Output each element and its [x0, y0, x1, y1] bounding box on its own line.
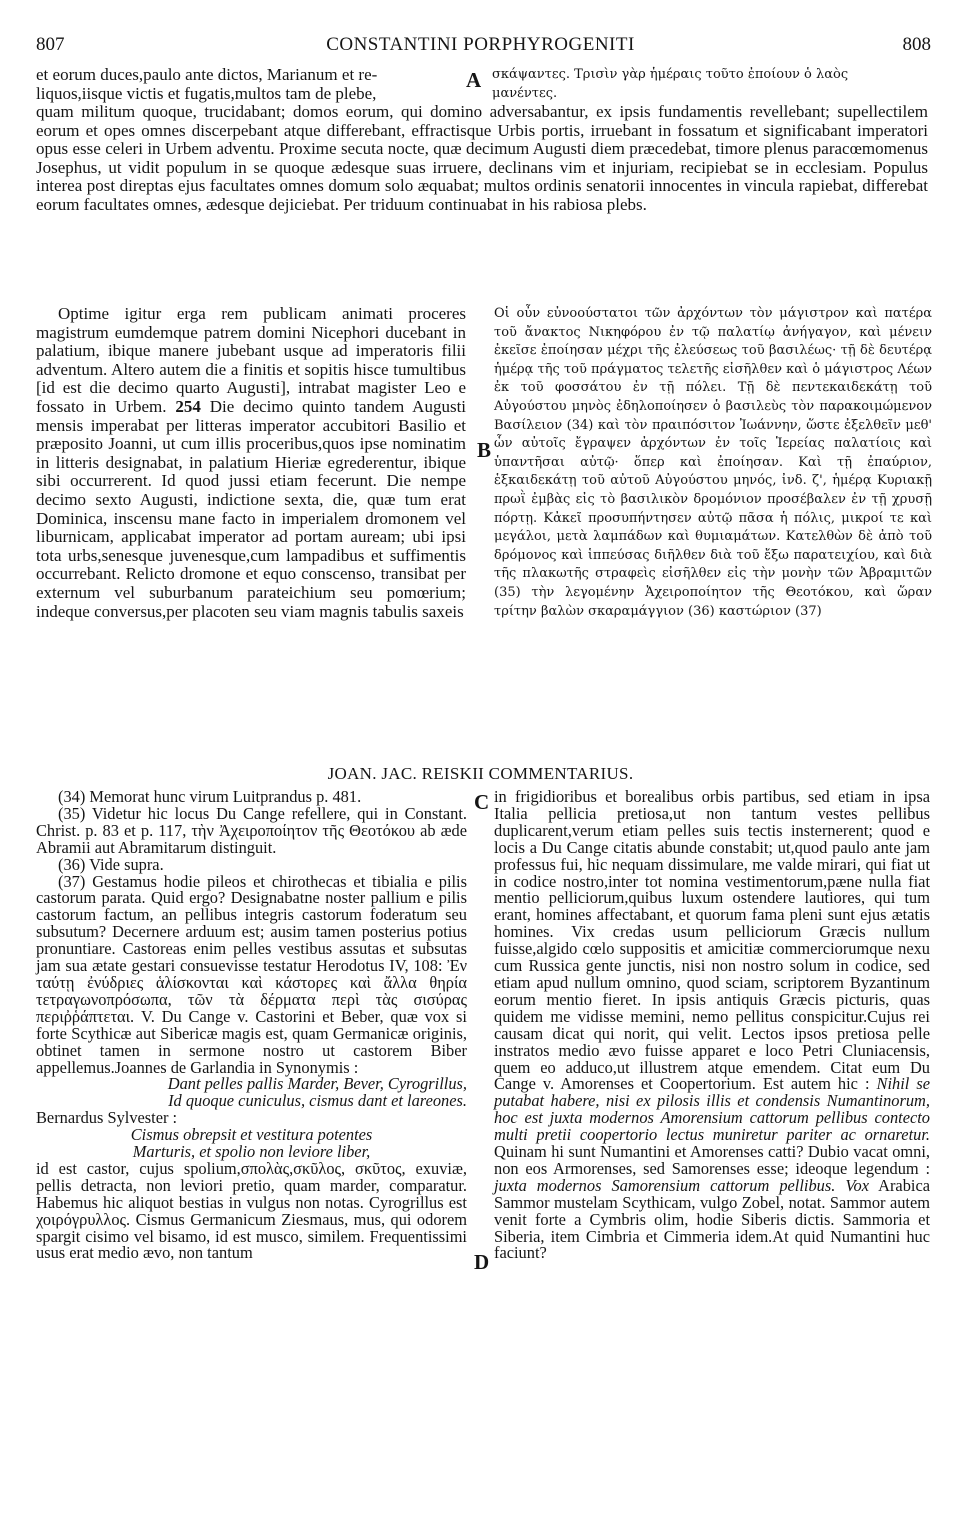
note-36: (36) Vide supra.: [58, 854, 164, 874]
margin-letter-d: D: [474, 1250, 490, 1274]
top-greek-line-1: σκάψαντες. Τρισὶν γὰρ ἡμέραις τοῦτο ἐποίουν ὁ λαὸς: [492, 67, 849, 82]
top-greek-lines: [492, 66, 932, 103]
page-number-right: 808: [902, 34, 931, 55]
greek-column: Οἱ οὖν εὐνοούστατοι τῶν ἀρχόντων τὸν μάγιστρον καὶ πατέρα τοῦ ἄνακτος Νικηφόρου ἐν τῷ παλατίῳ ἀνήγαγον, καὶ μένειν ἐκεῖσε ἐποίησαν μέχρι τῆς ἐλεύσεως τοῦ βασιλέως· τῇ δὲ δευτέρᾳ ἡμέρᾳ τῆς τοῦ πράγματος τελετῆς εἰσῆλθεν καὶ ὁ μάγιστρος Λέων ἐκ τοῦ φοσσάτου ἐν τῇ πόλει. Τῇ δὲ πεντεκαιδεκάτῃ τοῦ Αὐγούστου μηνὸς ἐδηλοποίησεν ὁ βασιλεὺς τὸν παρακοιμώμενον Βασίλειον (34) καὶ τὸν πραιπόσιτον Ἰωάννην, ὥστε ἐξελθεῖν μεθ' ὧν αὐτοῖς ἔγραψεν ἀρχόντων ἐν τοῖς Ἱερείας παλατίοις καὶ ὑπαντῆσαι αὐτῷ· ὅπερ καὶ ἐποίησαν. Καὶ τῇ ἐπαύριον, ἑξκαιδεκάτῃ τοῦ αὐτοῦ Αὐγούστου μηνός, ἰνδ. ζ', ἡμέρᾳ Κυριακῇ πρωῒ ἐμβὰς εἰς τὸ βασιλικὸν δρομόνιον προσέβαλεν ἐν τῇ χρυσῇ πόρτῃ. Κἀκεῖ προσυπήντησεν αὐτῷ πᾶσα ἡ πόλις, μικροί τε καὶ μεγάλοι, μετὰ λαμπάδων καὶ θυμιαμάτων. Κατελθὼν δὲ ἀπὸ τοῦ δρόμονος καὶ ἱππεύσας διῆλθεν διὰ τοῦ ἔξω παρατειχίου, καὶ διὰ τῆς πλακωτῆς στραφεὶς εἰσῆλθεν εἰς τὴν μονὴν τῶν Ἀβραμιτῶν (35) τὴν λεγομένην Ἀχειροποίητον τῆς Θεοτόκου, καὶ ὥραν τρίτην βαλὼν σκαραμάγγιον (36) καστώριον (37): [494, 306, 932, 619]
verse-line-4: Marturis, et spolio non leviore liber,: [132, 1142, 371, 1162]
top-greek-line-2: μανέντες.: [492, 85, 558, 101]
commentary-heading: JOAN. JAC. REISKII COMMENTARIUS.: [327, 764, 634, 783]
commentary-right-text-2: Quinam hi sunt Numantini et Amorenses catti? Dubio vacat omni, non eos Armorenses, sed Samorenses esse; ideoque legendum :: [494, 1142, 930, 1178]
latin-column: [36, 305, 466, 621]
margin-letter-c: C: [474, 790, 490, 814]
note-37: (37) Gestamus hodie pileos et chirothecas et tibialia e pilis castorum parata. Quid ergo? Designabatne noster pallium e pilis castorum factum, an pellibus integris castorum foderatum seu subsutum? Decernere arduum est; ausim tamen posterius potius pronuntiare. Castoreas enim pelles vestibus assutas et subsutas jam sua ætate gestari consuevisse testatur Herodotus IV, 108: Ἐν ταύτῃ ἐνύδριες ἁλίσκονται καὶ κάστορες καὶ ἄλλα θηρία τετραγωνοπρόσωπα, τῶν τὰ δέρματα περὶ τὰς σισύρας περιῤῥάπτεται. V. Du Cange v. Castorini et Beber, quæ vox si forte Scythicæ aut Sibericæ magis est, quam Germanicæ originis, obtinet tamen in sermone nostro ut castorem Biber appellemus.Joannes de Garlandia in Synonymis :: [36, 871, 467, 1077]
latin-paragraph-2: Die decimo quinto tandem Augusti mensis imperabat per litteras imperator accubitori Basilio et præposito Joanni, ut cum illis proceribus,quos ipse nominatim in litteris designabat, in palatium Hieriæ egrederentur, ibique sibi occurrerent. Id quod jussi etiam fecerunt. Die nempe decimo sexto Augusti, indictione sexta, die, quæ tum erat Dominica, inscensu mane facto in imperialem dromonem vel liburnicam, applicabat imperator ad portam auream; ubi ipsi tota urbs,senesque juvenesque,cum lampadibus et suffimentis occurrebant. Relicto dromone et equo conscenso, transibat per externum vel suburbanum parateichium seu pomœrium; indeque conversus,per placoten seu viam magnis tabulis saxeis: [36, 396, 467, 621]
margin-letter-a: A: [466, 68, 482, 92]
note-35: (35) Videtur hic locus Du Cange refellere, qui in Constant. Christ. p. 83 et p. 117, τὴν Ἀχειροποίητον τῆς Θεοτόκου ab æde Abramii aut Abramitarum distinguit.: [36, 803, 467, 857]
margin-letter-b: B: [477, 438, 492, 462]
verse-line-3: Cismus obrepsit et vestitura potentes: [130, 1125, 373, 1145]
note-37-continued: id est castor, cujus spolium,σπολὰς,σκῦλος, σκῦτος, exuviæ, pellis detracta, non leviori pretio, quam marder, comparatur. Habemus hic aliquot bestias in vulgus non notas. Cyrogrillus est χοιρόγρυλλος. Cismus Germanicum Ziesmaus, mus, qui odorem spargit cisimo vel bisamo, id est musco, similem. Frequentissimi usus erat medio ævo, non tantum: [36, 1158, 467, 1263]
latin-paragraph-1: Optime igitur erga rem publicam animati proceres magistrum eumdemque patrem domini Nicephori ducebant in palatium, ibique manere jubebant usque ad imperatoris filii adventum. Altero autem die a finitis et sopitis hisce tumultibus [id est die decimo quarto Augusti], intrabat magister Leo e fossato in Urbem.: [36, 304, 466, 416]
cluniacensis-quote: Nihil se putabat habere, nisi ex pilosis illis et condensis Numantinorum, hoc est juxta modernos Amorensium cattorum pellibus contecto multi pretii coopertorio lectus muniretur pariter ac ornaretur.: [494, 1074, 930, 1145]
top-latin-lines: [36, 66, 456, 103]
running-title: CONSTANTINI PORPHYROGENITI: [326, 34, 635, 55]
page-number-left: 807: [36, 34, 65, 55]
commentary-right-text-3: Arabica Sammor mustelam Scythicam, vulgo Zobel, notat. Sammor autem venit forte a Cymbris olim, hodie Siberis dictis. Sammoria et Siberia, item Cimbria et Cimmeria idem.At quid Numantini huc faciunt?: [494, 1175, 930, 1263]
note-34: (34) Memorat hunc virum Luitprandus p. 481.: [58, 787, 362, 806]
latin-continuation: quam militum quoque, trucidabant; domos eorum, qui domino adversabantur, ex ipsis fundamentis revellebant; supellectilem eorum et opes omnes discerpebant atque differebant, effractisque Urbis portis, irruebant in fossatum et significabant imperatori opus esse celeri in Urbem adventu. Proxime secuta nocte, quæ decimum Augusti diem præcedebat, timore plenus paracœmomenus Josephus, ut vidit populum in se quoque ædesque suas irruere, declinans vim et injuriam, recipiebat se in ecclesiam. Populus interea post direptas ejus facultates omnes domum solo æquabat; multos ordinis senatorii innocentes in vincula rapiebat, differebat eorum facultates omnes, ædesque dejiciebat. Per triduum continuabat in his rabiosa plebs.: [36, 102, 928, 214]
verse-line-2: Id quoque cuniculus, cismus dant et lareones.: [168, 1091, 467, 1111]
commentary-right: [494, 789, 930, 1262]
commentary-right-text: in frigidioribus et borealibus orbis partibus, sed etiam in ipsa Italia pellicia pretiosa,ut non tantum vestes pellibus duplicarent,verum etiam pelles suis tectis insternerent; quod e locis a Du Cange citatis abunde constabit; ut,quod paulo ante jam professus fui, hic nequam dissimulare, me valde mirari, qui fiat ut in codice nostro,inter tot nomina vestimentorum,pæne nulla fiat mentio pelliciorum,quibus luxum ostendere lautiores, qui tum erant, homines affectabant, et quorum fama pleni sunt ejus ætatis homines. Vix credas usum pelliciorum Græcis nullum fuisse,algido cœlo suppositis et amicitiæ commerciorumque nexu cum Russica gente junctis, nisi non nostro solum in codice, sed etiam apud nullum omnino, quod sciam, scriptorem Byzantinum eorum mentio fieret. In ipsis antiquis Græcis picturis, quas quidem me vidisse memini, nemo pellitus conspicitur.Cujus rei causam dicat qui norit, qui velit. Lectos ipsos pretiosa pelle instratos medio ævo fuisse apparet e loco Petri Cluniacensis, quem eo adduco,ut illustrem atque emendem. Citat eum Du Cange v. Amorenses et Coopertorium. Est autem hic :: [494, 787, 930, 1094]
top-latin-line-2: liquos,iisque victis et fugatis,multos tam de plebe,: [36, 83, 377, 103]
bernardus-label: Bernardus Sylvester :: [36, 1108, 178, 1128]
emendation-quote: juxta modernos Samorensium cattorum pellibus. Vox: [494, 1175, 869, 1195]
verse-line-1: Dant pelles pallis Marder, Bever, Cyrogrillus,: [167, 1074, 467, 1094]
top-latin-line-1: et eorum duces,paulo ante dictos, Marianum et re-: [36, 65, 378, 84]
commentary-left: [36, 789, 467, 1262]
section-number: 254: [175, 396, 201, 416]
